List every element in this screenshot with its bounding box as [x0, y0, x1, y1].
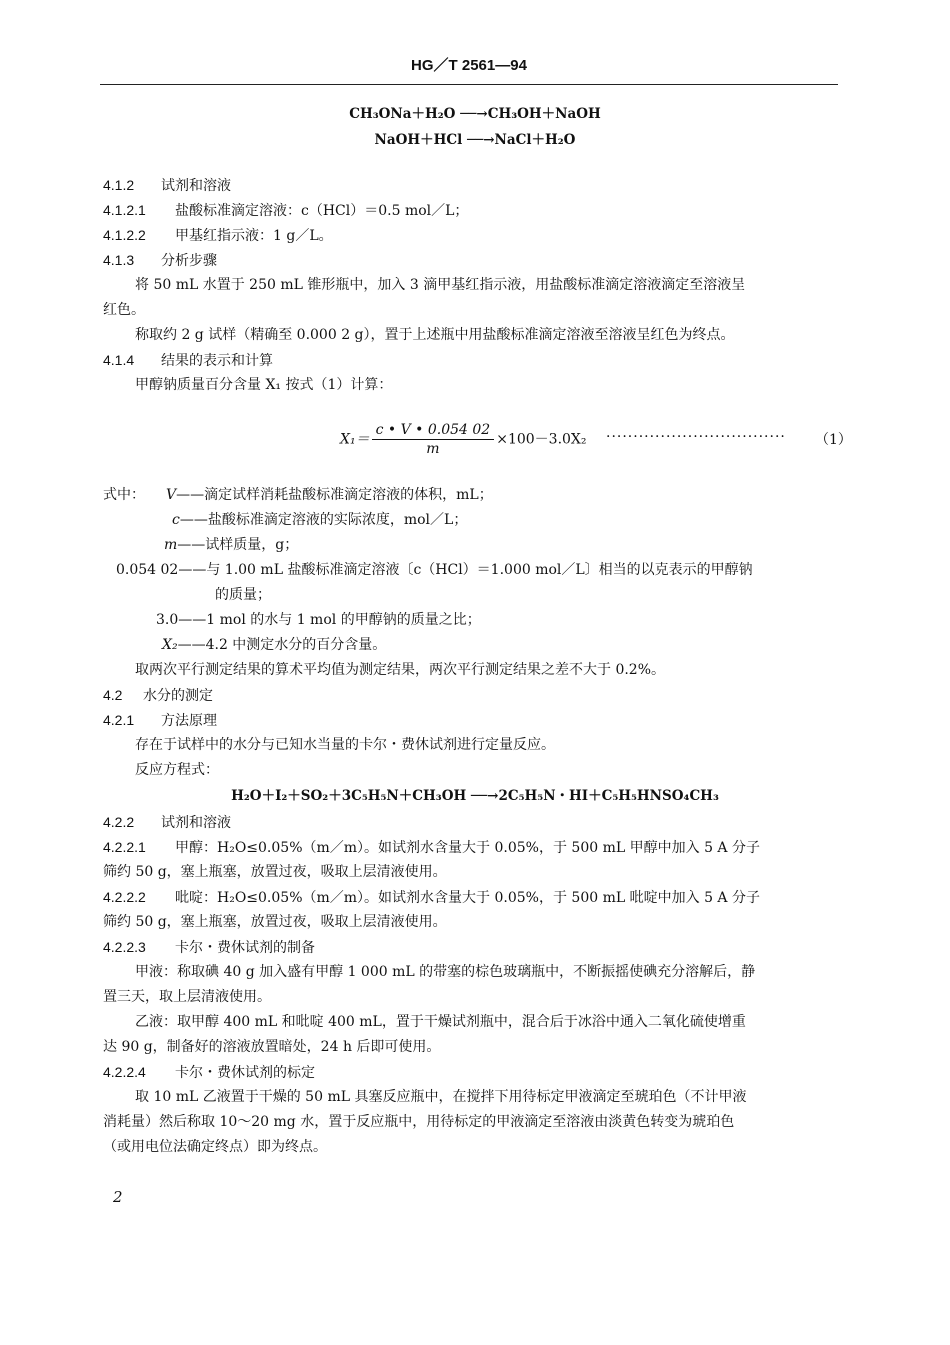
reaction-equation-1: CH₃ONa＋H₂O ──→CH₃OH＋NaOH	[349, 106, 601, 122]
formula-number: （1）	[815, 432, 852, 448]
fraction-numerator: c • V • 0.054 02	[372, 421, 495, 440]
section-number: 4.1.2	[103, 177, 135, 193]
section-title: 方法原理	[161, 713, 217, 729]
section-text: 甲基红指示液：1 g／L。	[175, 228, 333, 244]
section-number: 4.2.2.1	[103, 839, 146, 855]
page-number: 2	[113, 1188, 123, 1206]
symbol: m	[164, 537, 178, 553]
where-item	[172, 510, 467, 530]
section-4-2-2-3	[103, 937, 315, 958]
section-4-1-2	[103, 175, 231, 196]
section-4-2-1	[103, 710, 217, 731]
paragraph-line: （或用电位法确定终点）即为终点。	[103, 1139, 327, 1155]
section-title: 结果的表示和计算	[161, 353, 273, 369]
fraction-denominator: m	[426, 441, 440, 457]
paragraph-line: 存在于试样中的水分与已知水当量的卡尔・费休试剂进行定量反应。	[135, 737, 555, 753]
section-text: 甲醇：H₂O≤0.05%（m／m）。如试剂水含量大于 0.05%，于 500 mL 甲醇中加入 5 A 分子	[175, 840, 760, 856]
section-number: 4.1.4	[103, 352, 135, 368]
section-4-1-4	[103, 350, 273, 371]
symbol-description: ——4.2 中测定水分的百分含量。	[177, 637, 387, 653]
formula-fraction	[372, 421, 495, 458]
symbol: X₂	[162, 637, 178, 653]
section-4-2-2-4	[103, 1062, 315, 1083]
paragraph-line: 消耗量）然后称取 10～20 mg 水，置于反应瓶中，用待标定的甲液滴定至溶液由淡黄色转变为琥珀色	[103, 1114, 735, 1130]
where-item	[164, 535, 298, 555]
section-number: 4.1.2.2	[103, 227, 146, 243]
symbol: 3.0	[156, 612, 179, 628]
paragraph-line: 红色。	[103, 302, 145, 318]
section-number: 4.2.1	[103, 712, 135, 728]
paragraph-line: 乙液：取甲醇 400 mL 和吡啶 400 mL，置于干燥试剂瓶中，混合后于冰浴中通入二氧化硫使增重	[135, 1014, 746, 1030]
section-4-2-2	[103, 812, 231, 833]
section-number: 4.2.2.2	[103, 889, 146, 905]
section-title: 试剂和溶液	[161, 178, 231, 194]
symbol-description: ——与 1.00 mL 盐酸标准滴定溶液〔c（HCl）＝1.000 mol／L〕相当的以克表示的甲醇钠	[178, 562, 753, 578]
section-4-1-3	[103, 250, 217, 271]
section-4-1-2-2	[103, 225, 333, 246]
symbol: c	[172, 512, 180, 528]
section-number: 4.2.2.3	[103, 939, 146, 955]
symbol-description: ——滴定试样消耗盐酸标准滴定溶液的体积，mL；	[176, 487, 493, 503]
section-text: 吡啶：H₂O≤0.05%（m／m）。如试剂水含量大于 0.05%，于 500 mL 吡啶中加入 5 A 分子	[175, 890, 760, 906]
where-item	[156, 610, 481, 630]
section-title: 试剂和溶液	[161, 815, 231, 831]
paragraph-line: 置三天，取上层清液使用。	[103, 989, 271, 1005]
reaction-equation-2: NaOH＋HCl ──→NaCl＋H₂O	[374, 132, 576, 148]
formula-1	[340, 421, 587, 458]
section-4-2-2-1	[103, 837, 760, 858]
karl-fischer-equation: H₂O＋I₂＋SO₂＋3C₅H₅N＋CH₃OH ──→2C₅H₅N・HI＋C₅H₅HNSO₄CH₃	[231, 788, 719, 804]
section-title: 卡尔・费休试剂的标定	[175, 1065, 315, 1081]
section-number: 4.2	[103, 687, 123, 703]
section-number: 4.2.2	[103, 814, 135, 830]
where-item	[116, 560, 753, 580]
formula-lhs: X₁＝	[340, 431, 370, 448]
section-title: 水分的测定	[143, 688, 213, 704]
paragraph-line: 取 10 mL 乙液置于干燥的 50 mL 具塞反应瓶中，在搅拌下用待标定甲液滴定至琥珀色（不计甲液	[135, 1089, 747, 1105]
formula-rest: ×100－3.0X₂	[496, 431, 587, 448]
section-4-2	[103, 685, 213, 706]
paragraph-line: 甲液：称取碘 40 g 加入盛有甲醇 1 000 mL 的带塞的棕色玻璃瓶中，不断振摇使碘充分溶解后，静	[135, 964, 756, 980]
standard-code-header: HG／T 2561—94	[411, 57, 527, 74]
header-rule	[100, 84, 838, 85]
section-number: 4.2.2.4	[103, 1064, 146, 1080]
symbol-description: ——1 mol 的水与 1 mol 的甲醇钠的质量之比；	[178, 612, 481, 628]
where-item	[162, 635, 386, 655]
paragraph-line: 将 50 mL 水置于 250 mL 锥形瓶中，加入 3 滴甲基红指示液，用盐酸标准滴定溶液滴定至溶液呈	[135, 277, 746, 293]
symbol-description: ——盐酸标准滴定溶液的实际浓度，mol／L；	[179, 512, 468, 528]
symbol-description: ——试样质量，g；	[177, 537, 299, 553]
paragraph-line: 称取约 2 g 试样（精确至 0.000 2 g），置于上述瓶中用盐酸标准滴定溶液至溶液呈红色为终点。	[135, 327, 735, 343]
section-4-2-2-2	[103, 887, 760, 908]
symbol: 0.054 02	[116, 562, 179, 578]
paragraph-line: 筛约 50 g，塞上瓶塞，放置过夜，吸取上层清液使用。	[103, 864, 447, 880]
paragraph-line: 筛约 50 g，塞上瓶塞，放置过夜，吸取上层清液使用。	[103, 914, 447, 930]
paragraph-line: 达 90 g，制备好的溶液放置暗处，24 h 后即可使用。	[103, 1039, 441, 1055]
section-title: 卡尔・费休试剂的制备	[175, 940, 315, 956]
section-number: 4.1.3	[103, 252, 135, 268]
section-title: 分析步骤	[161, 253, 217, 269]
paragraph-line: 取两次平行测定结果的算术平均值为测定结果，两次平行测定结果之差不大于 0.2%。	[135, 662, 666, 678]
section-4-1-2-1	[103, 200, 468, 221]
paragraph-line: 甲醇钠质量百分含量 X₁ 按式（1）计算：	[135, 377, 393, 393]
where-label: 式中：	[103, 487, 145, 503]
leader-dots: ·································	[606, 429, 786, 445]
where-item-continuation: 的质量；	[215, 587, 271, 603]
section-number: 4.1.2.1	[103, 202, 146, 218]
where-item	[166, 485, 493, 505]
symbol: V	[166, 487, 177, 503]
paragraph-line: 反应方程式：	[135, 762, 219, 778]
section-text: 盐酸标准滴定溶液：c（HCl）＝0.5 mol／L；	[175, 203, 469, 219]
